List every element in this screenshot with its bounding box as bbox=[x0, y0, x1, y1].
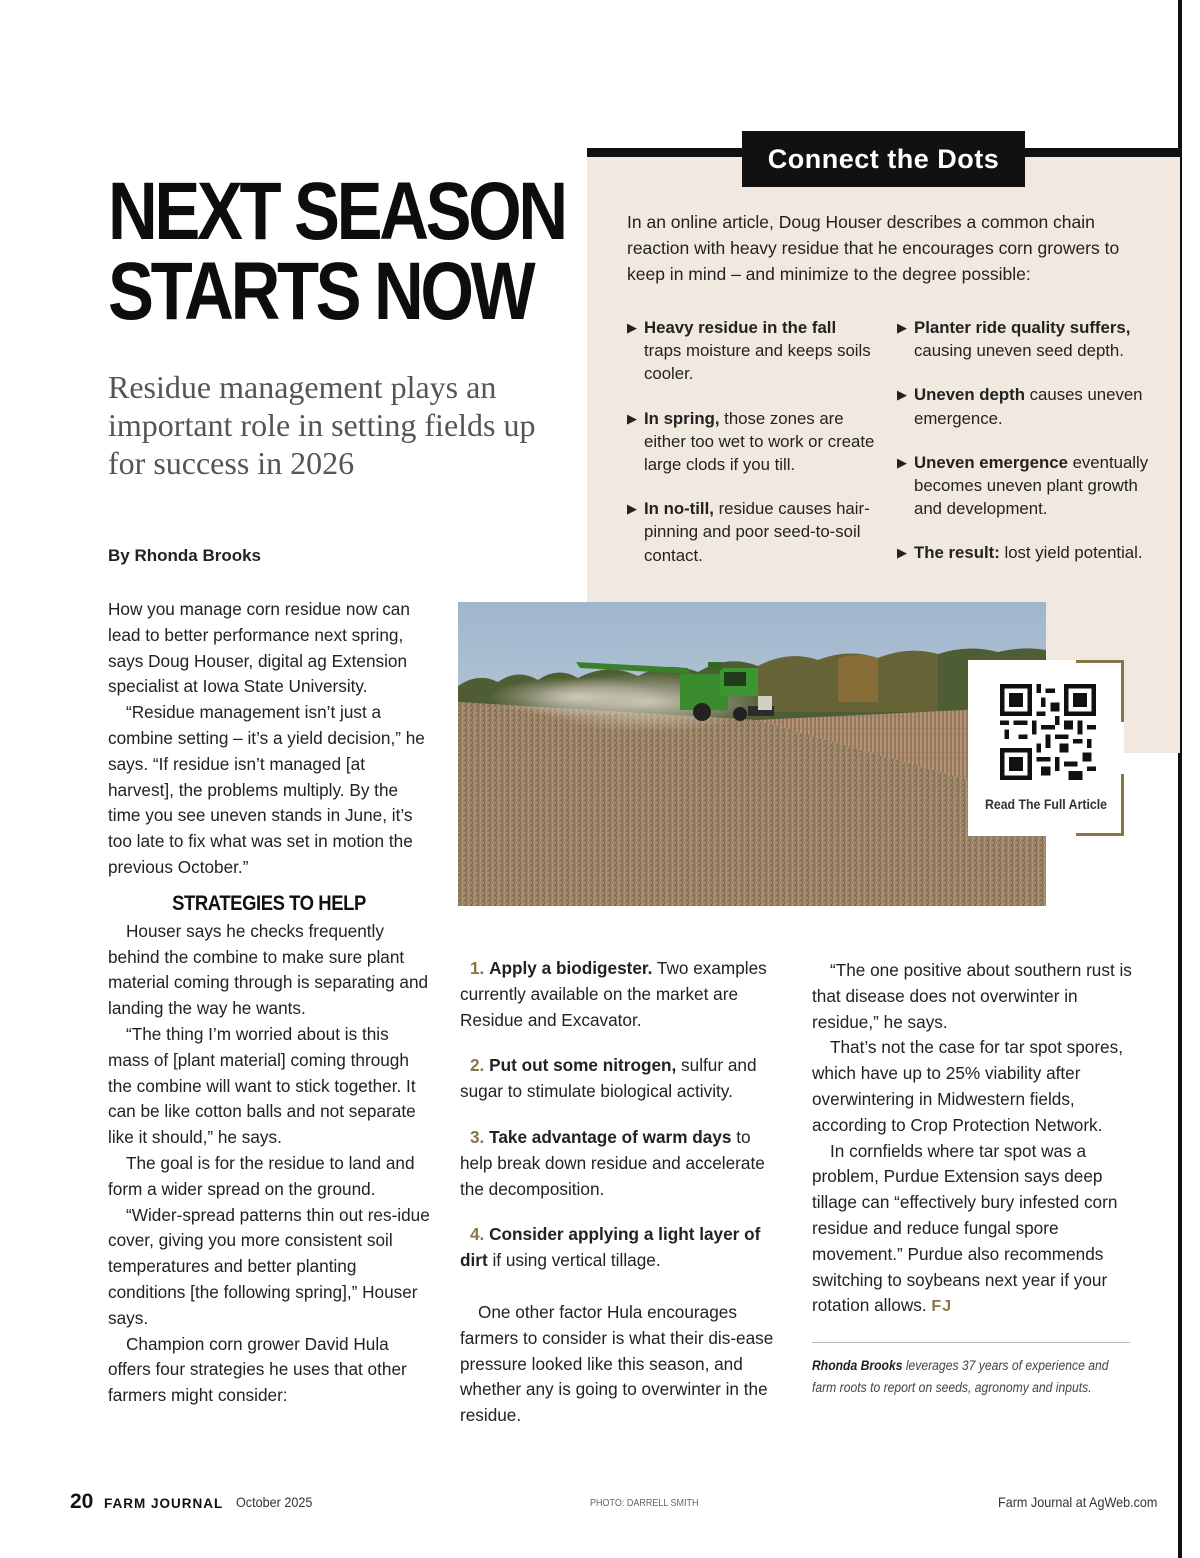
strategy-text: to help break down residue and accelerate the decomposition. bbox=[460, 1126, 765, 1199]
qr-label[interactable]: Read The Full Article bbox=[984, 796, 1108, 812]
list-item bbox=[627, 407, 877, 477]
list-item bbox=[897, 541, 1167, 564]
list-item bbox=[897, 316, 1167, 362]
list-item-bold: Uneven depth bbox=[914, 385, 1025, 405]
bio-text: leverages 37 years of experience and farm roots to report on seeds, agronomy and inputs. bbox=[812, 1358, 1109, 1395]
strategy-item bbox=[460, 1053, 785, 1105]
byline: By Rhonda Brooks bbox=[108, 546, 262, 565]
paragraph: That’s not the case for tar spot spores, which have up to 25% viability after overwintering in Midwestern fields, according to Crop Protection Network. bbox=[812, 1037, 1123, 1135]
paragraph: “Wider-spread patterns thin out res-idue cover, giving you more consistent soil temperatures and better planting conditions [the following spring],” Houser says. bbox=[108, 1204, 430, 1328]
strategy-number: 2. bbox=[470, 1055, 485, 1076]
strategy-item bbox=[460, 1222, 785, 1274]
list-item-bold: In spring, bbox=[644, 408, 720, 428]
list-item bbox=[897, 383, 1167, 429]
photo-credit: PHOTO: DARRELL SMITH bbox=[590, 1498, 699, 1509]
strategy-title: Put out some nitrogen, bbox=[489, 1055, 677, 1076]
list-item-bold: Heavy residue in the fall bbox=[644, 318, 837, 337]
subhead: STRATEGIES TO HELP bbox=[172, 891, 366, 915]
list-item bbox=[627, 497, 877, 567]
paragraph: Champion corn grower David Hula offers four strategies he uses that other farmers might consider: bbox=[108, 1333, 407, 1406]
paragraph: One other factor Hula encourages farmers to consider is what their dis-ease pressure looked like this season, and whether any is going to overwinter in the residue. bbox=[460, 1301, 774, 1426]
strategy-item bbox=[460, 1125, 785, 1202]
paragraph-text: In cornfields where tar spot was a problem, Purdue Extension says deep tillage can “effectively bury infested corn residue and reduce fungal spore movement.” Purdue also recommends switching to soybeans next year if your rotation allows. bbox=[812, 1140, 1118, 1316]
issue-date: October 2025 bbox=[236, 1494, 313, 1510]
deck: Residue management plays an important role in setting fields up for success in 2026 bbox=[108, 369, 536, 481]
author-bio bbox=[812, 1355, 1127, 1399]
magazine-name: FARM JOURNAL bbox=[104, 1496, 224, 1511]
strategy-item bbox=[460, 956, 785, 1033]
paragraph: “The thing I’m worried about is this mass of [plant material] coming through the combine will want to stick together. It can be like cotton balls and not separate like it should,” he says. bbox=[108, 1023, 416, 1148]
site-link[interactable]: Farm Journal at AgWeb.com bbox=[998, 1494, 1158, 1510]
paragraph bbox=[812, 1139, 1132, 1321]
article-column-1 bbox=[108, 597, 430, 1409]
page-number: 20 bbox=[70, 1490, 94, 1513]
article-column-2 bbox=[460, 956, 785, 1429]
qr-code-icon[interactable] bbox=[1000, 684, 1096, 780]
paragraph: “Residue management isn’t just a combine setting – it’s a yield decision,” he says. “If residue isn’t managed [at harvest], the problems multiply. By the time you see uneven stands in June, it’s too late to fix what was set in motion the previous October.” bbox=[108, 702, 425, 877]
list-item-bold: In no-till, bbox=[644, 499, 714, 519]
list-item-bold: Uneven emergence bbox=[914, 452, 1068, 472]
list-item-text: residue causes hair-pinning and poor seed-to-soil contact. bbox=[644, 499, 870, 565]
headline bbox=[108, 166, 565, 337]
list-item-text: causes uneven emergence. bbox=[914, 385, 1143, 428]
sidebar-list-left bbox=[627, 316, 877, 588]
strategy-text: if using vertical tillage. bbox=[487, 1250, 661, 1271]
strategy-text: sulfur and sugar to stimulate biological activity. bbox=[460, 1055, 757, 1102]
list-item-bold: The result: bbox=[914, 543, 1000, 563]
combine-harvest-photo bbox=[458, 602, 1046, 906]
paragraph: The goal is for the residue to land and form a wider spread on the ground. bbox=[108, 1152, 415, 1199]
strategy-title: Consider applying a light layer of dirt bbox=[460, 1224, 761, 1271]
qr-block[interactable] bbox=[968, 660, 1124, 836]
headline-line-2: STARTS NOW bbox=[108, 246, 533, 337]
sidebar-list-right bbox=[897, 316, 1167, 586]
sidebar-title: Connect the Dots bbox=[742, 131, 1025, 187]
list-item-text: eventually becomes uneven plant growth and development. bbox=[914, 452, 1149, 519]
strategy-text: Two examples currently available on the market are Residue and Excavator. bbox=[460, 958, 767, 1030]
list-item-text: those zones are either too wet to work or create large clods if you till. bbox=[644, 408, 875, 475]
list-item-text: traps moisture and keeps soils cooler. bbox=[644, 341, 871, 384]
list-item-text: causing uneven seed depth. bbox=[914, 341, 1124, 361]
article-column-3 bbox=[812, 958, 1132, 1320]
paragraph: Houser says he checks frequently behind the combine to make sure plant material coming through is separating and landing the way he wants. bbox=[108, 920, 429, 1019]
end-mark: FJ bbox=[931, 1298, 953, 1316]
strategy-number: 3. bbox=[470, 1126, 485, 1147]
paragraph: “The one positive about southern rust is that disease does not overwinter in residue,” he says. bbox=[812, 960, 1132, 1032]
paragraph: How you manage corn residue now can lead to better performance next spring, says Doug Houser, digital ag Extension specialist at Iowa State University. bbox=[108, 599, 410, 697]
list-item-bold: Planter ride quality suffers, bbox=[914, 318, 1131, 337]
strategy-title: Take advantage of warm days bbox=[489, 1126, 732, 1147]
list-item bbox=[897, 451, 1167, 521]
strategy-title: Apply a biodigester. bbox=[489, 958, 653, 978]
list-item-text: lost yield potential. bbox=[999, 543, 1143, 563]
strategy-number: 4. bbox=[470, 1224, 485, 1245]
bio-name: Rhonda Brooks bbox=[812, 1358, 903, 1373]
bio-divider bbox=[812, 1342, 1130, 1343]
headline-line-1: NEXT SEASON bbox=[108, 166, 565, 257]
list-item bbox=[627, 316, 877, 386]
strategy-number: 1. bbox=[470, 958, 485, 978]
sidebar-intro: In an online article, Doug Houser describes a common chain reaction with heavy residue that he encourages corn growers to keep in mind – and minimize to the degree possible: bbox=[627, 212, 1120, 284]
